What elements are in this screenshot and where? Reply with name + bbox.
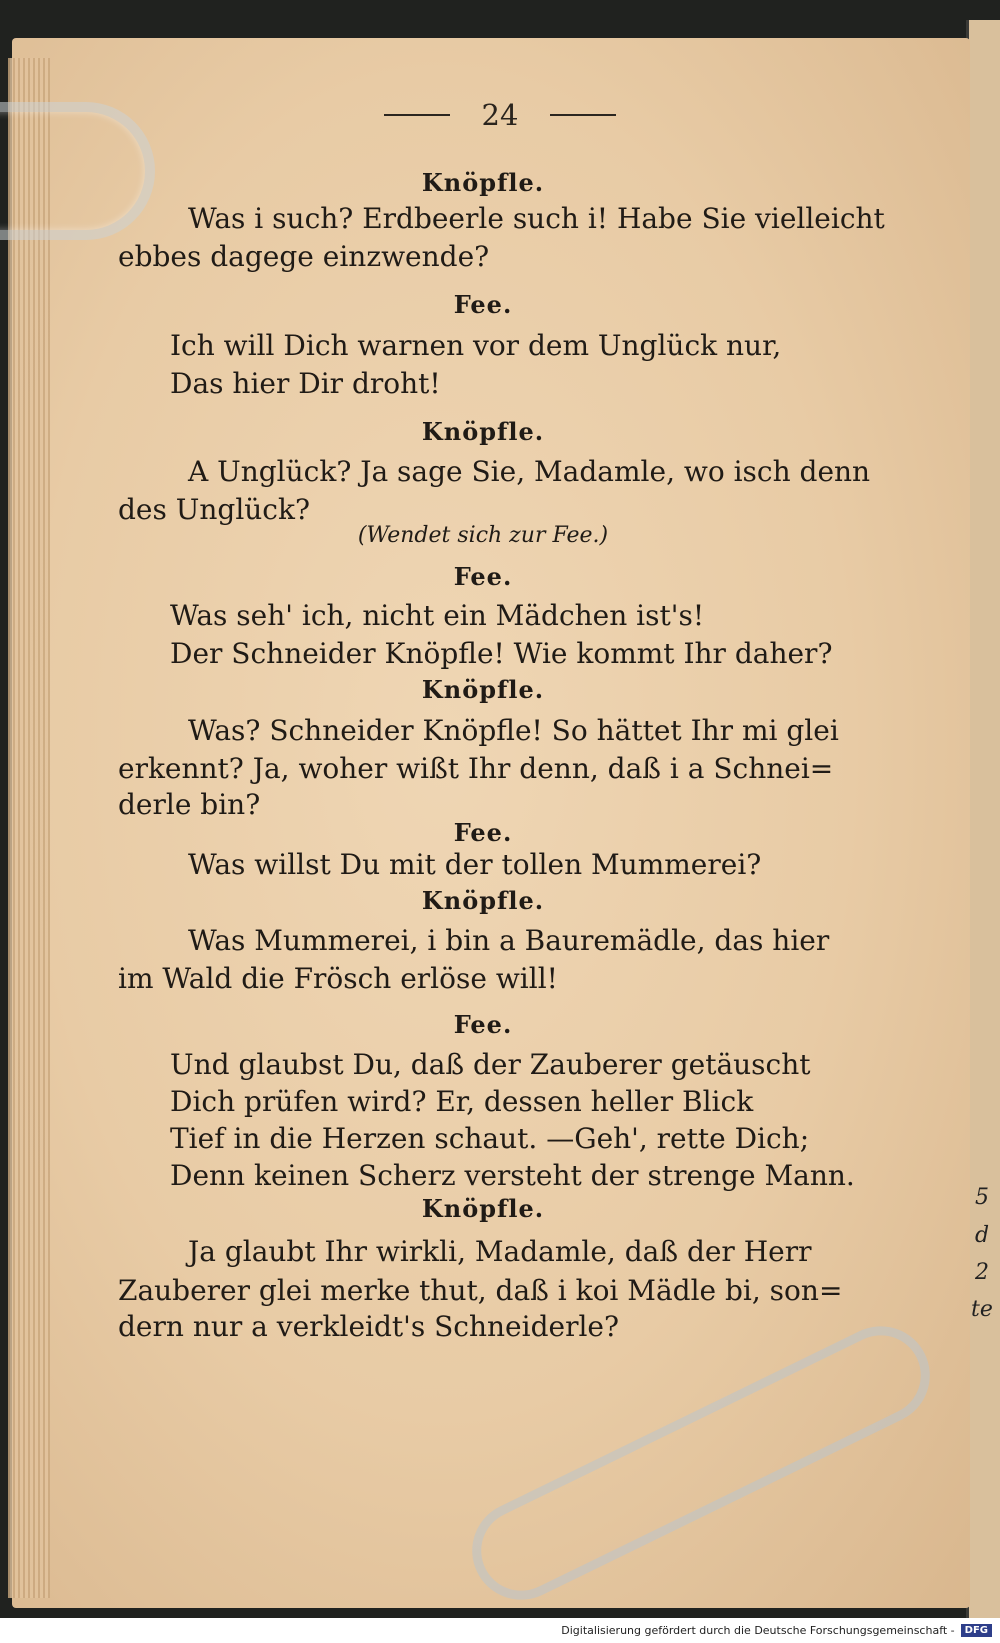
text-line: Und glaubst Du, daß der Zauberer getäuscht [170, 1048, 811, 1081]
text-line: Das hier Dir droht! [170, 367, 441, 400]
next-page-sliver [966, 20, 1000, 1620]
page-number: 24 [481, 98, 519, 132]
speaker-name: Fee. [453, 818, 513, 847]
speaker-name: Knöpfle. [421, 886, 545, 915]
header-rule-left [384, 114, 450, 116]
text-line: des Unglück? [118, 493, 310, 526]
text-line: Ja glaubt Ihr wirkli, Madamle, daß der Herr [188, 1235, 812, 1268]
dfg-logo: DFG [961, 1624, 992, 1637]
speaker-name: Knöpfle. [421, 675, 545, 704]
text-line: im Wald die Frösch erlöse will! [118, 962, 558, 995]
footer-bar [0, 1618, 1000, 1643]
text-line: Der Schneider Knöpfle! Wie kommt Ihr daher? [170, 637, 833, 670]
text-line: Denn keinen Scherz versteht der strenge Mann. [170, 1159, 855, 1192]
text-line: Tief in die Herzen schaut. —Geh', rette Dich; [170, 1122, 810, 1155]
paper-clip-top [0, 102, 155, 240]
sliver-fragment: 5 [975, 1185, 989, 1210]
speaker-name: Fee. [453, 1010, 513, 1039]
sliver-fragment: te [971, 1297, 993, 1322]
page-header [0, 92, 1000, 138]
sliver-fragment: 2 [975, 1260, 989, 1285]
text-line: Was? Schneider Knöpfle! So hättet Ihr mi glei [188, 714, 839, 747]
page-edges [8, 58, 50, 1598]
text-line: Was willst Du mit der tollen Mummerei? [188, 848, 762, 881]
speaker-name: Knöpfle. [421, 1194, 545, 1223]
text-line: ebbes dagege einzwende? [118, 240, 490, 273]
text-line: dern nur a verkleidt's Schneiderle? [118, 1310, 619, 1343]
speaker-name: Fee. [453, 562, 513, 591]
text-line: Ich will Dich warnen vor dem Unglück nur, [170, 329, 782, 362]
sliver-fragment: d [975, 1223, 990, 1248]
speaker-name: Knöpfle. [421, 168, 545, 197]
speaker-name: Fee. [453, 290, 513, 319]
text-line: erkennt? Ja, woher wißt Ihr denn, daß i a Schnei= [118, 752, 834, 785]
text-line: derle bin? [118, 788, 261, 821]
stage-direction: (Wendet sich zur Fee.) [357, 523, 609, 548]
speaker-name: Knöpfle. [421, 417, 545, 446]
text-line: Was seh' ich, nicht ein Mädchen ist's! [170, 599, 705, 632]
text-line: Was Mummerei, i bin a Bauremädle, das hier [188, 924, 830, 957]
text-line: Dich prüfen wird? Er, dessen heller Blick [170, 1085, 754, 1118]
text-line: Was i such? Erdbeerle such i! Habe Sie vielleicht [188, 202, 885, 235]
funding-credit: Digitalisierung gefördert durch die Deutsche Forschungsgemeinschaft - [561, 1624, 955, 1637]
text-line: Zauberer glei merke thut, daß i koi Mädle bi, son= [118, 1274, 843, 1307]
text-line: A Unglück? Ja sage Sie, Madamle, wo isch denn [188, 455, 871, 488]
header-rule-right [550, 114, 616, 116]
